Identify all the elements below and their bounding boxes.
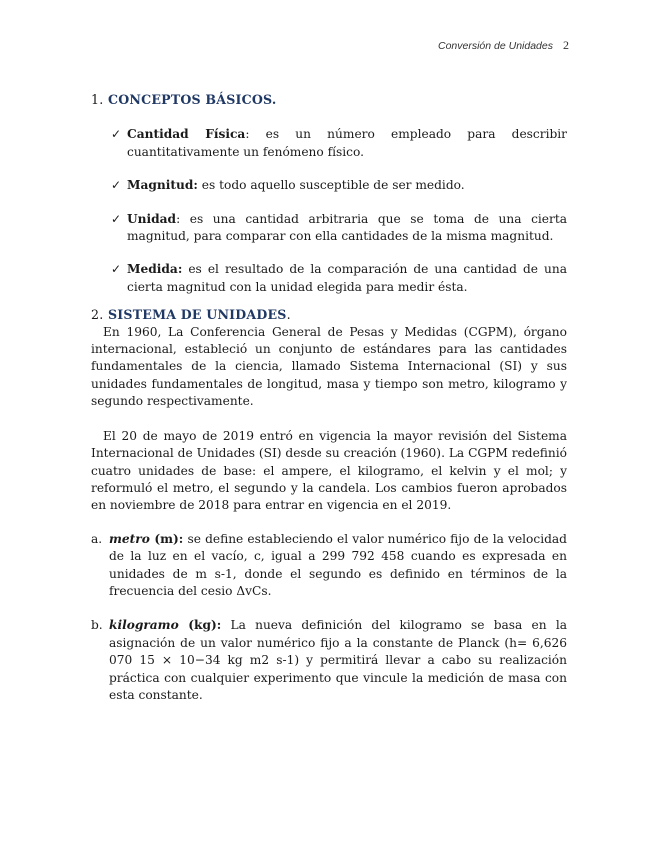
header-title: Conversión de Unidades (438, 40, 553, 52)
concept-item (91, 211, 567, 246)
checkmark-icon: ✓ (111, 211, 122, 226)
concept-term: Unidad (127, 211, 177, 226)
unit-definition: se define estableciendo el valor numérico fijo de la velocidad de la luz en el vacío, c, igual a 299 792 458 cuando es expresada en unidades de m s-1, donde el segundo es definido en términos de la frecuencia del cesio ΔvCs. (109, 531, 567, 598)
checkmark-icon: ✓ (111, 178, 122, 193)
page-content (91, 91, 567, 721)
checkmark-icon: ✓ (111, 127, 122, 142)
section-2-number: 2. (91, 307, 104, 323)
section-2-title-end: . (286, 307, 291, 323)
concept-item (91, 261, 567, 296)
concept-definition: : es una cantidad arbitraria que se toma de una cierta magnitud, para comparar con ella cantidades de la misma magnitud. (127, 211, 567, 244)
si-intro-paragraph: En 1960, La Conferencia General de Pesas y Medidas (CGPM), órgano internacional, estableció un conjunto de estándares para las cantidades fundamentales de la ciencia, llamado Sistema Internacional (SI) y sus unidades fundamentales de longitud, masa y tiempo son metro, kilogramo y segundo respectivamente. (91, 324, 567, 409)
unit-definition: La nueva definición del kilogramo se basa en la asignación de un valor numérico fijo a la constante de Planck (h= 6,626 070 15 × 10−34 kg m2 s-1) y permitirá llevar a cabo su realización práctica con cualquier experimento que vincule la medición de masa con esta constante. (109, 618, 567, 702)
si-revision-paragraph: El 20 de mayo de 2019 entró en vigencia la mayor revisión del Sistema Internacional de Unidades (SI) desde su creación (1960). La CGPM redefinió cuatro unidades de base: el ampere, el kilogramo, el kelvin y el mol; y reformuló el metro, el segundo y la candela. Los cambios fueron aprobados en noviembre de 2018 para entrar en vigencia en el 2019. (91, 428, 567, 513)
concept-term: Medida: (127, 262, 183, 277)
section-1-title: CONCEPTOS BÁSICOS. (108, 92, 277, 107)
unit-symbol: (m): (149, 531, 184, 546)
concept-item (91, 126, 567, 161)
concept-definition: : es un número empleado para describir cuantitativamente un fenómeno físico. (127, 127, 567, 159)
concept-definition: es el resultado de la comparación de una cantidad de una cierta magnitud con la unidad elegida para medir ésta. (127, 262, 567, 294)
unit-name: metro (109, 531, 150, 546)
section-2-title: SISTEMA DE UNIDADES (108, 307, 287, 323)
unit-item (91, 531, 567, 601)
concept-definition: es todo aquello susceptible de ser medido. (197, 178, 465, 193)
concept-item (91, 177, 567, 194)
section-2-heading (91, 306, 567, 323)
unit-item-label: b. (91, 618, 103, 633)
concept-term: Magnitud: (127, 178, 198, 193)
page-header (438, 38, 569, 53)
concept-term: Cantidad Física (127, 127, 246, 142)
unit-symbol: (kg): (178, 618, 222, 633)
checkmark-icon: ✓ (111, 262, 122, 277)
concepts-list (91, 126, 567, 296)
unit-name: kilogramo (109, 618, 179, 633)
page-number: 2 (563, 38, 569, 52)
section-1-heading (91, 91, 567, 108)
unit-item-label: a. (91, 531, 103, 546)
units-list (91, 531, 567, 705)
section-1-number: 1. (91, 92, 104, 107)
unit-item (91, 617, 567, 704)
